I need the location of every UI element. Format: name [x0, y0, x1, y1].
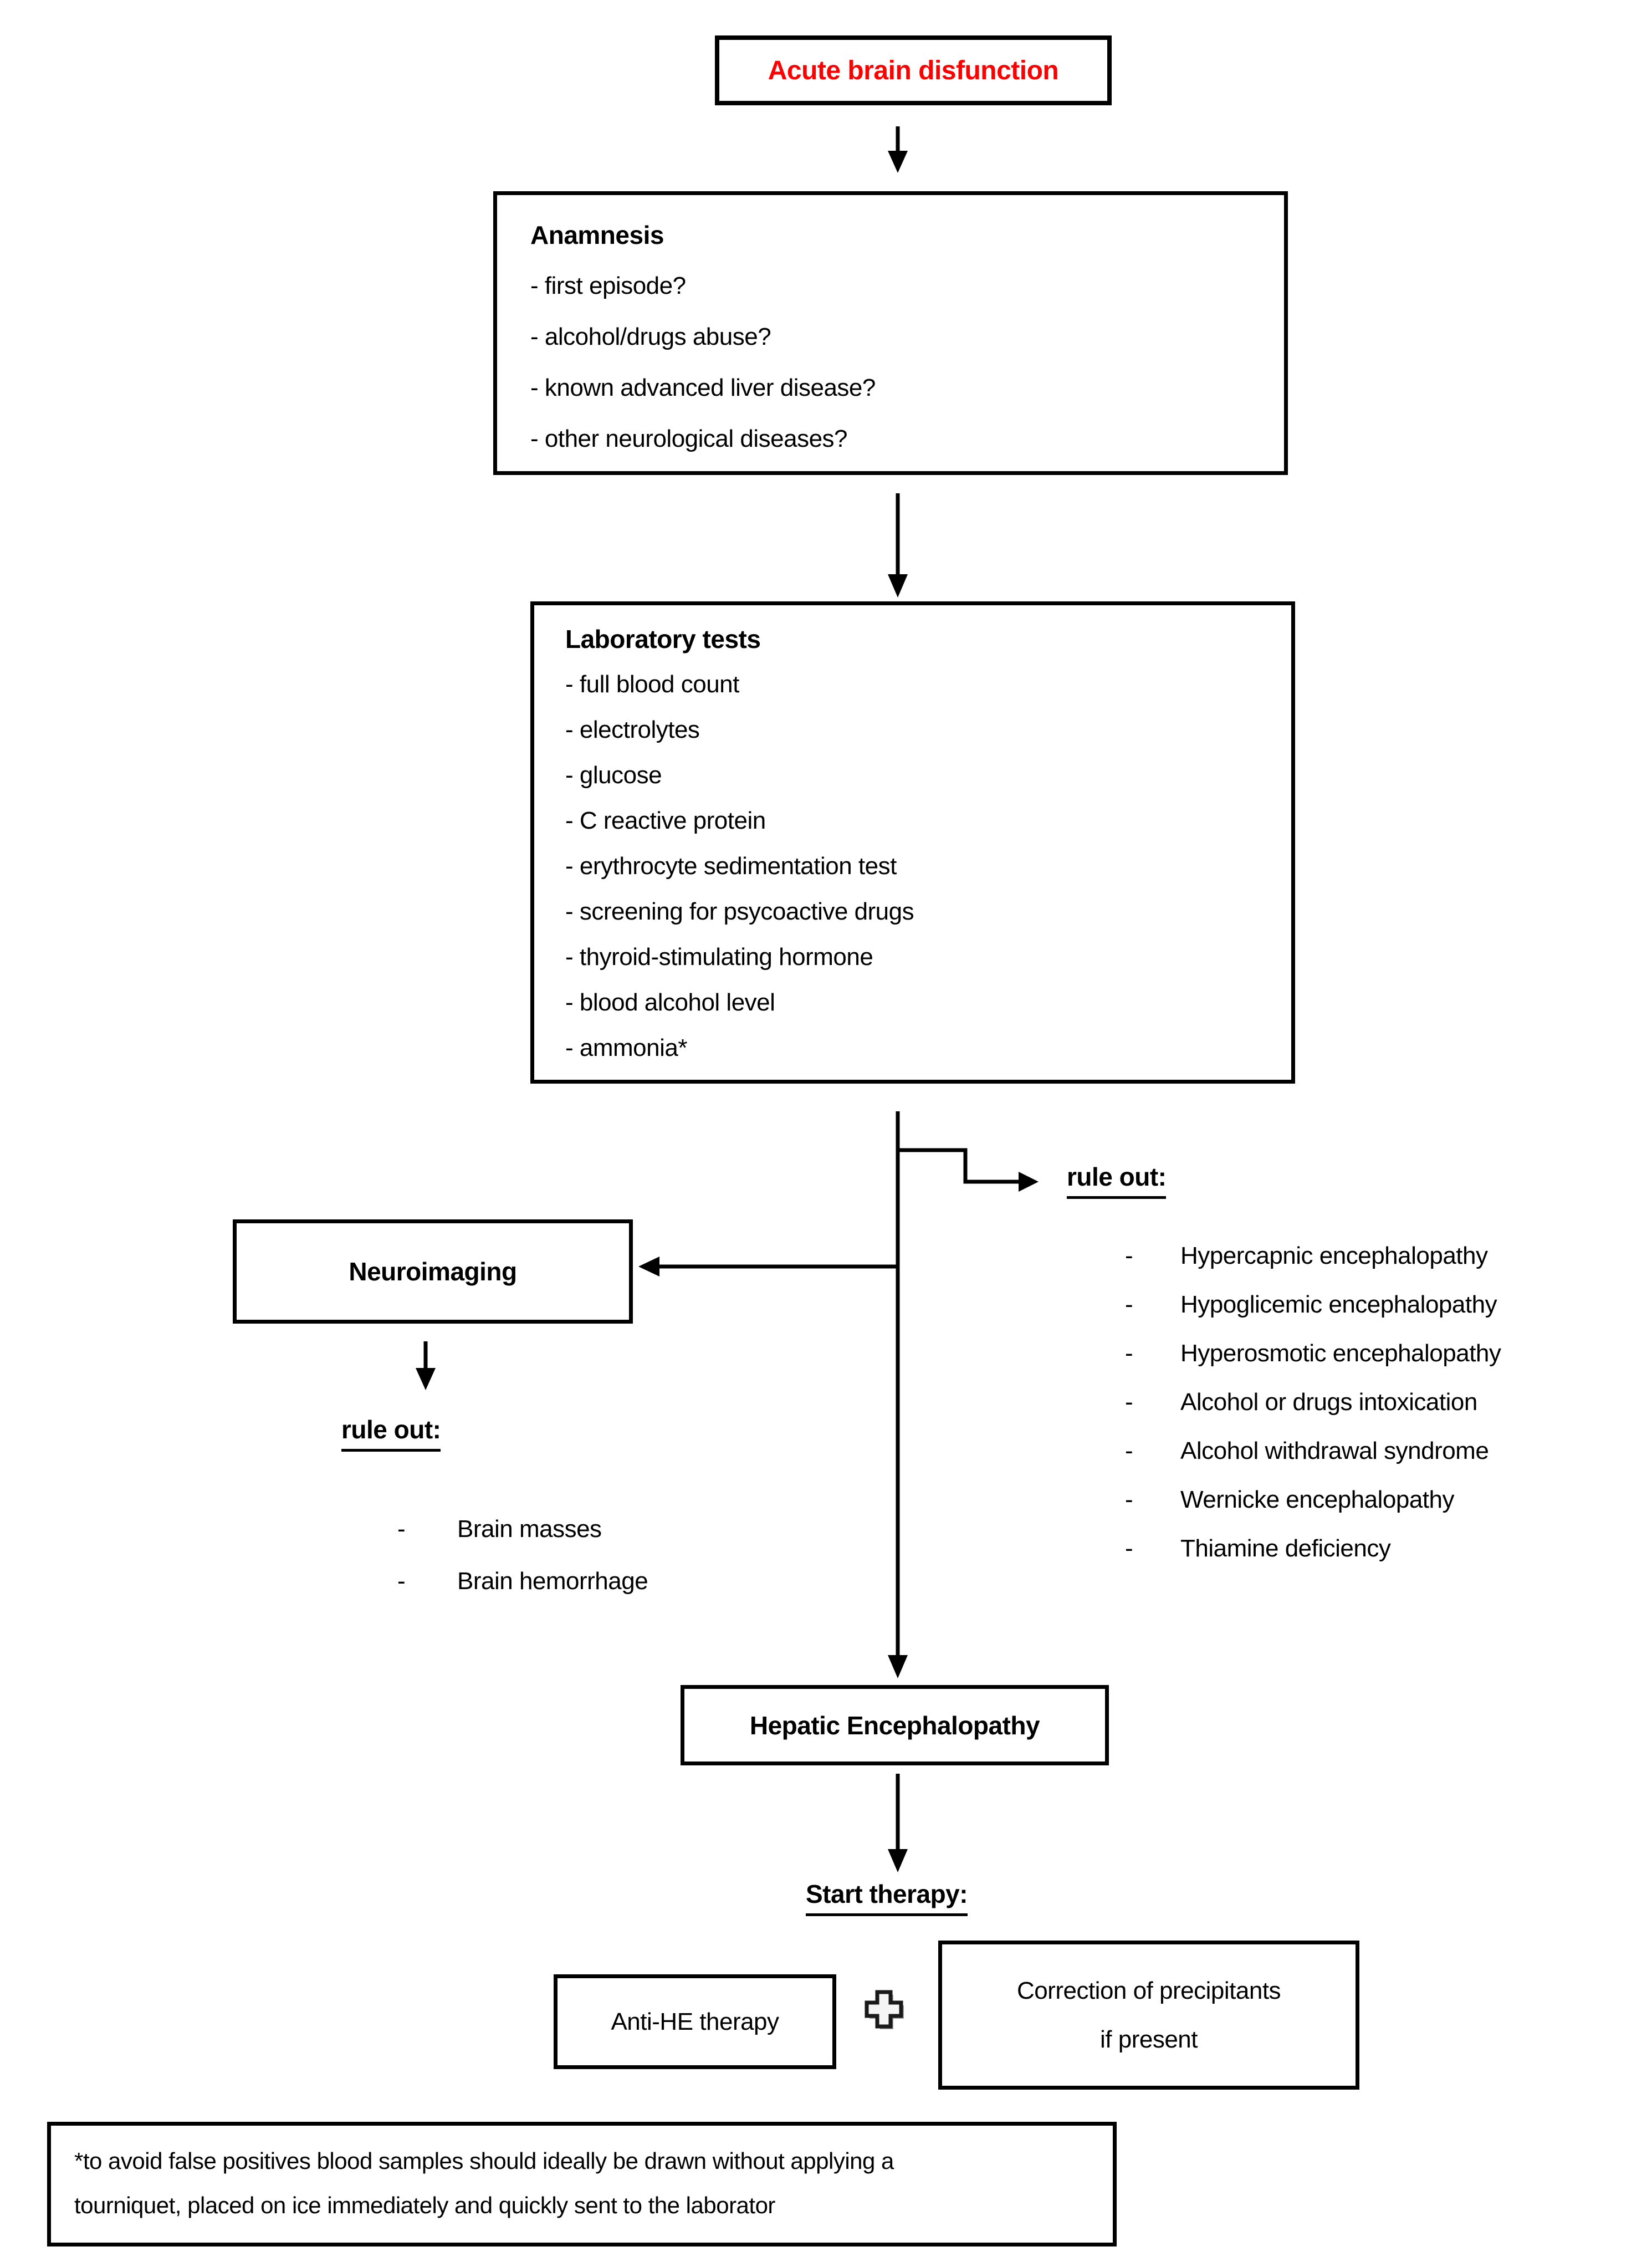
dash-bullet: - — [1125, 1486, 1133, 1513]
node-neuroimaging — [233, 1219, 633, 1324]
list-item — [1125, 1280, 1501, 1329]
rule-out-right-item-5: Wernicke encephalopathy — [1180, 1486, 1455, 1513]
rule-out-left-list — [397, 1503, 648, 1607]
rule-out-left-item-1: Brain hemorrhage — [457, 1568, 648, 1595]
laboratory-item-6: - thyroid-stimulating hormone — [565, 943, 873, 971]
rule-out-right-item-0: Hypercapnic encephalopathy — [1180, 1242, 1488, 1269]
anamnesis-title: Anamnesis — [530, 221, 664, 249]
dash-bullet: - — [1125, 1242, 1133, 1269]
laboratory-item-0: - full blood count — [565, 671, 739, 698]
laboratory-title: Laboratory tests — [565, 625, 761, 653]
anamnesis-item-3: - other neurological diseases? — [530, 425, 848, 452]
laboratory-item-4: - erythrocyte sedimentation test — [565, 852, 897, 880]
node-laboratory-tests — [530, 601, 1295, 1084]
node-anti-he-therapy — [554, 1974, 836, 2069]
laboratory-item-7: - blood alcohol level — [565, 989, 775, 1016]
node-anamnesis — [493, 191, 1288, 475]
laboratory-item-3: - C reactive protein — [565, 807, 766, 834]
dash-bullet: - — [1125, 1437, 1133, 1464]
dash-bullet: - — [1125, 1388, 1133, 1416]
hepatic-label: Hepatic Encephalopathy — [749, 1711, 1040, 1740]
start-therapy-heading: Start therapy: — [806, 1879, 968, 1916]
rule-out-right-item-2: Hyperosmotic encephalopathy — [1180, 1340, 1501, 1367]
rule-out-right-item-4: Alcohol withdrawal syndrome — [1180, 1437, 1489, 1464]
list-item — [397, 1503, 648, 1555]
list-item — [1125, 1475, 1501, 1524]
rule-out-right-item-1: Hypoglicemic encephalopathy — [1180, 1291, 1497, 1318]
node-correction-of-precipitants — [938, 1941, 1359, 2090]
list-item — [1125, 1524, 1501, 1573]
laboratory-item-2: - glucose — [565, 762, 662, 789]
laboratory-item-8: - ammonia* — [565, 1034, 687, 1061]
footnote-line-2: tourniquet, placed on ice immediately and quickly sent to the laborator — [74, 2192, 775, 2218]
dash-bullet: - — [397, 1515, 406, 1543]
neuroimaging-label: Neuroimaging — [349, 1257, 517, 1286]
anamnesis-item-1: - alcohol/drugs abuse? — [530, 323, 771, 350]
node-hepatic-encephalopathy — [681, 1685, 1109, 1765]
dash-bullet: - — [397, 1568, 406, 1595]
list-item — [1125, 1378, 1501, 1427]
anamnesis-item-0: - first episode? — [530, 272, 686, 299]
correction-line-1: Correction of precipitants — [1016, 1977, 1281, 2004]
node-acute-brain-disfunction — [715, 35, 1112, 105]
dash-bullet: - — [1125, 1535, 1133, 1562]
correction-line-2: if present — [1100, 2025, 1198, 2053]
rule-out-right-list — [1125, 1232, 1501, 1573]
plus-cross-icon — [862, 1988, 906, 2031]
rule-out-left-heading: rule out: — [341, 1415, 441, 1452]
rule-out-left-item-0: Brain masses — [457, 1515, 602, 1543]
rule-out-right-heading: rule out: — [1067, 1162, 1166, 1199]
anti-he-label: Anti-HE therapy — [611, 2008, 779, 2035]
anamnesis-item-2: - known advanced liver disease? — [530, 374, 876, 401]
dash-bullet: - — [1125, 1340, 1133, 1367]
list-item — [1125, 1329, 1501, 1378]
laboratory-item-1: - electrolytes — [565, 716, 700, 743]
list-item — [1125, 1232, 1501, 1280]
rule-out-right-item-6: Thiamine deficiency — [1180, 1535, 1391, 1562]
list-item — [1125, 1427, 1501, 1475]
footnote-line-1: *to avoid false positives blood samples should ideally be drawn without applying a — [74, 2148, 894, 2174]
dash-bullet: - — [1125, 1291, 1133, 1318]
rule-out-right-item-3: Alcohol or drugs intoxication — [1180, 1388, 1477, 1416]
footnote-box — [47, 2122, 1117, 2246]
laboratory-item-5: - screening for psycoactive drugs — [565, 898, 914, 925]
acute-label: Acute brain disfunction — [768, 55, 1059, 85]
list-item — [397, 1555, 648, 1607]
